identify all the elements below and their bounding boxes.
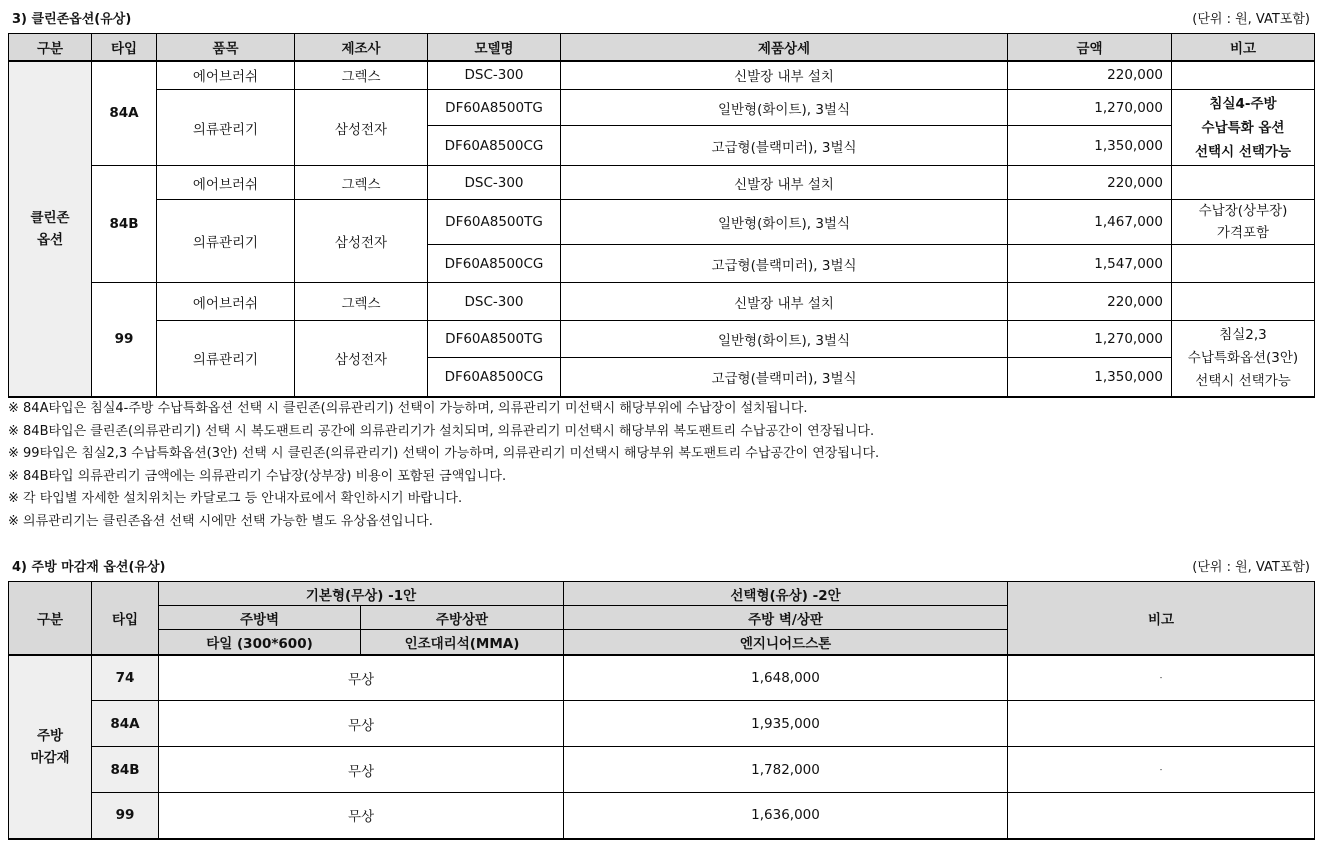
basic-cell: 무상 [159, 747, 564, 793]
header-detail: 제품상세 [561, 34, 1008, 61]
type-cell: 74 [92, 655, 159, 701]
category-cell: 주방 마감재 [9, 655, 92, 839]
maker-cell: 삼성전자 [295, 321, 428, 397]
section3-title: 3) 클린존옵션(유상) [12, 12, 132, 27]
header-price: 금액 [1008, 34, 1172, 61]
price-cell: 1,270,000 [1008, 90, 1172, 126]
header-counter-material: 인조대리석(MMA) [361, 630, 564, 655]
model-cell: DSC-300 [428, 61, 561, 90]
header-select: 선택형(유상) -2안 [564, 582, 1008, 606]
type-cell: 84A [92, 701, 159, 747]
price-cell: 1,547,000 [1008, 245, 1172, 283]
note-cell [1172, 283, 1315, 321]
item-cell: 의류관리기 [157, 200, 295, 283]
item-cell: 에어브러쉬 [157, 283, 295, 321]
model-cell: DF60A8500CG [428, 126, 561, 166]
basic-cell: 무상 [159, 793, 564, 839]
header-maker: 제조사 [295, 34, 428, 61]
maker-cell: 그렉스 [295, 166, 428, 200]
price-cell: 1,350,000 [1008, 126, 1172, 166]
price-cell: 220,000 [1008, 61, 1172, 90]
note-line: ※ 84B타입 의류관리기 금액에는 의류관리기 수납장(상부장) 비용이 포함된 금액입니다. [8, 468, 507, 484]
type-cell: 99 [92, 793, 159, 839]
maker-cell: 그렉스 [295, 283, 428, 321]
basic-cell: 무상 [159, 701, 564, 747]
detail-cell: 고급형(블랙미러), 3벌식 [561, 126, 1008, 166]
maker-cell: 삼성전자 [295, 200, 428, 283]
price-cell: 1,467,000 [1008, 200, 1172, 245]
header-type: 타입 [92, 34, 157, 61]
model-cell: DF60A8500TG [428, 90, 561, 126]
section4-title: 4) 주방 마감재 옵션(유상) [12, 560, 166, 575]
note-line: ※ 84B타입은 클린존(의류관리기) 선택 시 복도팬트리 공간에 의류관리기가 설치되며, 의류관리기 미선택시 해당부위 복도팬트리 수납공간이 연장됩니다. [8, 423, 875, 439]
model-cell: DF60A8500TG [428, 321, 561, 358]
note-cell: - [1008, 747, 1315, 793]
price-cell: 220,000 [1008, 166, 1172, 200]
kitchen-finish-table [8, 581, 1315, 840]
detail-cell: 고급형(블랙미러), 3벌식 [561, 245, 1008, 283]
type-cell: 84B [92, 747, 159, 793]
clean-zone-table [8, 33, 1315, 398]
basic-cell: 무상 [159, 655, 564, 701]
item-cell: 에어브러쉬 [157, 166, 295, 200]
header-wall: 주방벽 [159, 606, 361, 630]
detail-cell: 일반형(화이트), 3벌식 [561, 200, 1008, 245]
type-cell: 84B [92, 166, 157, 283]
model-cell: DSC-300 [428, 283, 561, 321]
note-line: ※ 99타입은 침실2,3 수납특화옵션(3안) 선택 시 클린존(의류관리기) 선택이 가능하며, 의류관리기 미선택시 해당부위 복도팬트리 수납공간이 연장됩니다. [8, 446, 880, 462]
note-cell [1008, 701, 1315, 747]
header-wall-material: 타일 (300*600) [159, 630, 361, 655]
section3-unit: (단위 : 원, VAT포함) [1192, 12, 1310, 27]
price-cell: 1,648,000 [564, 655, 1008, 701]
header-counter: 주방상판 [361, 606, 564, 630]
header-select-material: 엔지니어드스톤 [564, 630, 1008, 655]
detail-cell: 일반형(화이트), 3벌식 [561, 90, 1008, 126]
header-item: 품목 [157, 34, 295, 61]
header-category: 구분 [9, 34, 92, 61]
type-cell: 99 [92, 283, 157, 397]
note-line: ※ 84A타입은 침실4-주방 수납특화옵션 선택 시 클린존(의류관리기) 선택이 가능하며, 의류관리기 미선택시 해당부위에 수납장이 설치됩니다. [8, 401, 808, 416]
detail-cell: 신발장 내부 설치 [561, 283, 1008, 321]
note-cell: 침실2,3 수납특화옵션(3안) 선택시 선택가능 [1172, 321, 1315, 397]
price-cell: 1,636,000 [564, 793, 1008, 839]
price-cell: 1,270,000 [1008, 321, 1172, 358]
note-cell: 수납장(상부장) 가격포함 [1172, 200, 1315, 245]
note-cell [1172, 166, 1315, 200]
notes-list [8, 398, 879, 534]
price-cell: 220,000 [1008, 283, 1172, 321]
header-select-sub: 주방 벽/상판 [564, 606, 1008, 630]
model-cell: DF60A8500CG [428, 245, 561, 283]
header-note: 비고 [1172, 34, 1315, 61]
model-cell: DF60A8500TG [428, 200, 561, 245]
header-basic: 기본형(무상) -1안 [159, 582, 564, 606]
category-cell: 클린존 옵션 [9, 61, 92, 397]
type-cell: 84A [92, 61, 157, 166]
note-line: ※ 각 타입별 자세한 설치위치는 카달로그 등 안내자료에서 확인하시기 바랍니다. [8, 491, 463, 507]
note-cell: 침실4-주방 수납특화 옵션 선택시 선택가능 [1172, 90, 1315, 166]
header-category: 구분 [9, 582, 92, 655]
detail-cell: 일반형(화이트), 3벌식 [561, 321, 1008, 358]
detail-cell: 신발장 내부 설치 [561, 61, 1008, 90]
item-cell: 의류관리기 [157, 90, 295, 166]
model-cell: DSC-300 [428, 166, 561, 200]
model-cell: DF60A8500CG [428, 358, 561, 397]
note-line: ※ 의류관리기는 클린존옵션 선택 시에만 선택 가능한 별도 유상옵션입니다. [8, 513, 433, 529]
section4-unit: (단위 : 원, VAT포함) [1192, 560, 1310, 575]
item-cell: 에어브러쉬 [157, 61, 295, 90]
maker-cell: 그렉스 [295, 61, 428, 90]
note-cell: - [1008, 655, 1315, 701]
detail-cell: 신발장 내부 설치 [561, 166, 1008, 200]
detail-cell: 고급형(블랙미러), 3벌식 [561, 358, 1008, 397]
note-cell [1172, 61, 1315, 90]
price-cell: 1,935,000 [564, 701, 1008, 747]
item-cell: 의류관리기 [157, 321, 295, 397]
maker-cell: 삼성전자 [295, 90, 428, 166]
header-model: 모델명 [428, 34, 561, 61]
header-type: 타입 [92, 582, 159, 655]
price-cell: 1,350,000 [1008, 358, 1172, 397]
header-note: 비고 [1008, 582, 1315, 655]
price-cell: 1,782,000 [564, 747, 1008, 793]
note-cell [1008, 793, 1315, 839]
note-cell [1172, 245, 1315, 283]
